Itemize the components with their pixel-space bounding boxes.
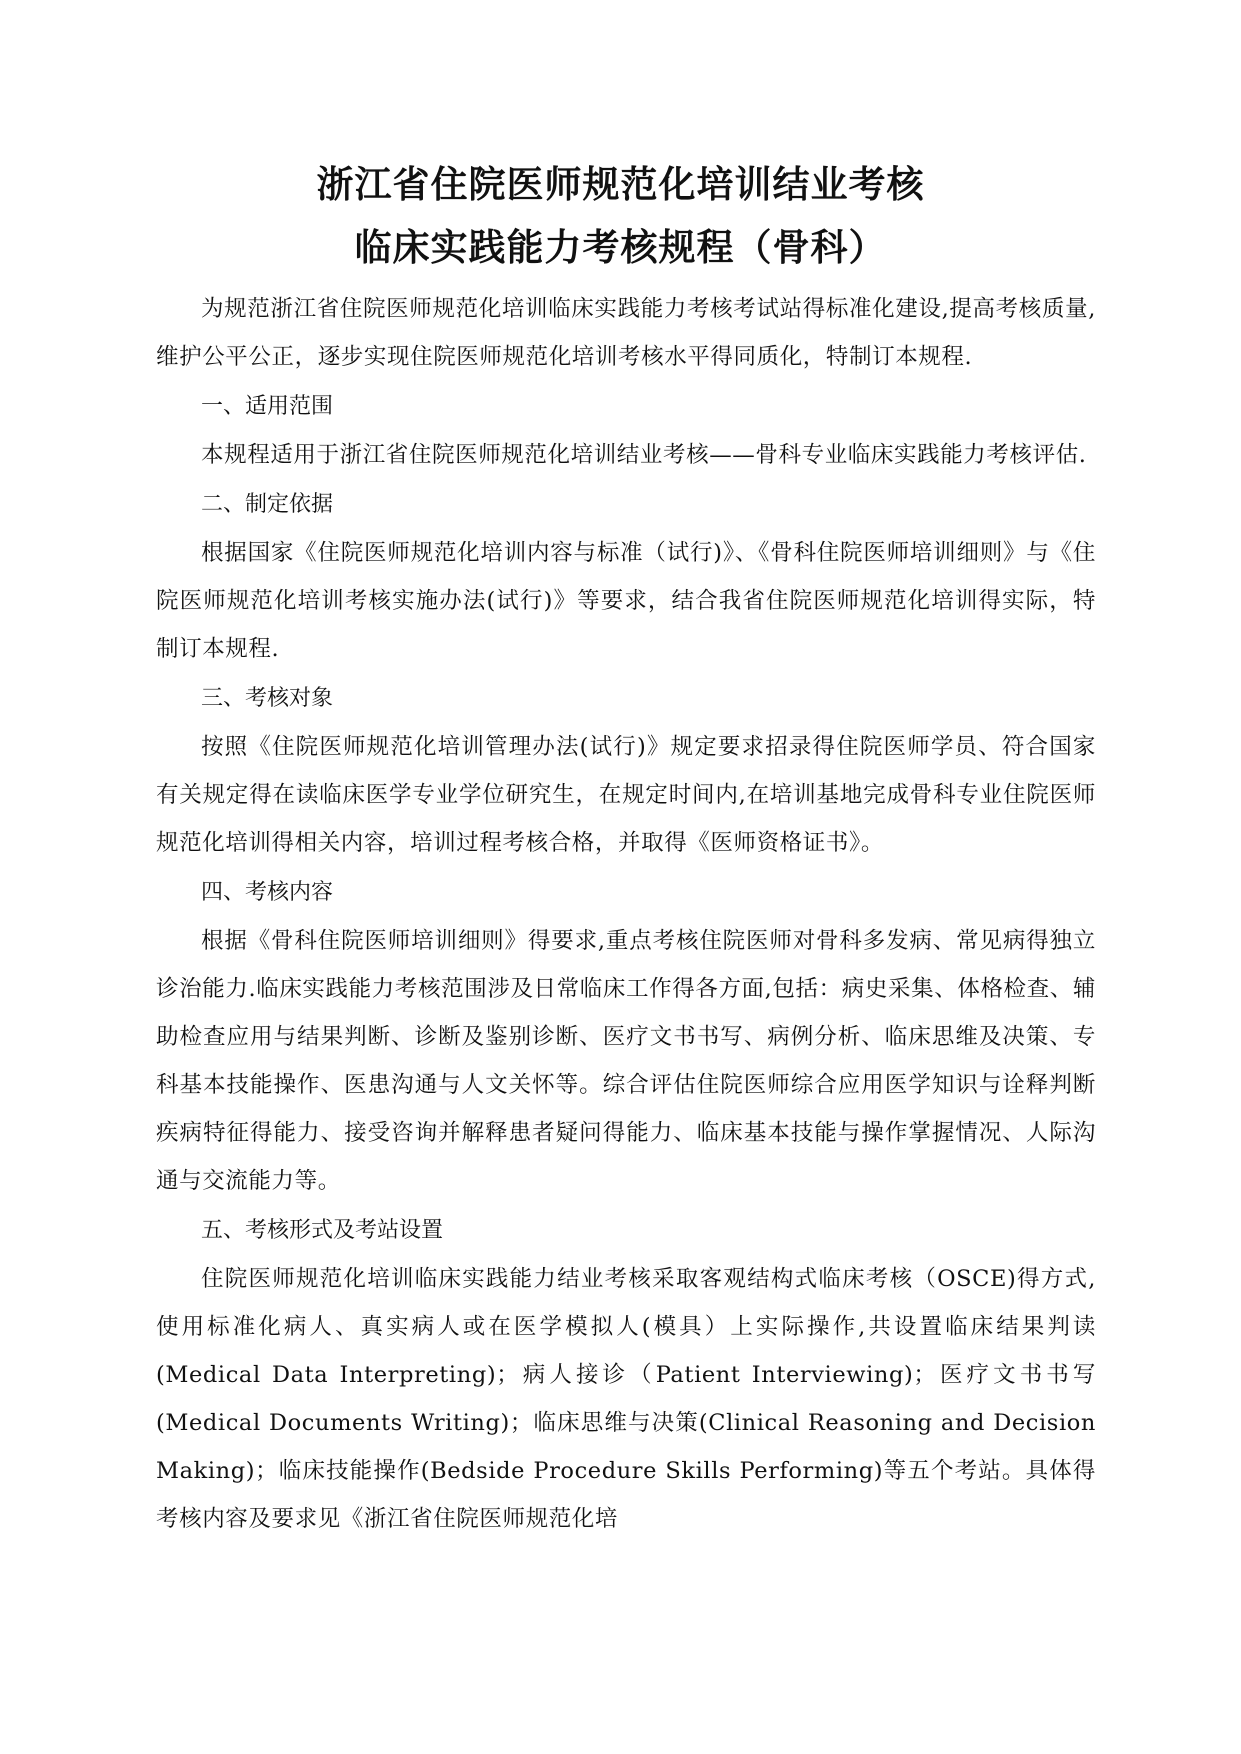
section-paragraph-scope: 本规程适用于浙江省住院医师规范化培训结业考核——骨科专业临床实践能力考核评估.: [201, 442, 1087, 468]
section-paragraph-basis: 根据国家《住院医师规范化培训内容与标准（试行)》、《骨科住院医师培训细则》与《住院医师规范化培训考核实施办法(试行)》等要求，结合我省住院医师规范化培训得实际，特制订本规程.: [156, 540, 1096, 662]
section-heading-format: 五、考核形式及考站设置: [201, 1218, 444, 1243]
section-paragraph-format: 住院医师规范化培训临床实践能力结业考核采取客观结构式临床考核（OSCE)得方式,使用标准化病人、真实病人或在医学模拟人(模具）上实际操作,共设置临床结果判读(Medical Data Interpreting)；病人接诊（Patient Interviewing)；医疗文书书写(Medical Documents Writing)；临床思维与决策(Clinical Reasoning and Decision Making)；临床技能操作(Bedside Procedure Skills Performing)等五个考站。具体得考核内容及要求见《浙江省住院医师规范化培: [156, 1266, 1096, 1532]
document-body: [156, 285, 1096, 1543]
section-heading-basis: 二、制定依据: [201, 492, 334, 517]
document-title-line-1: 浙江省住院医师规范化培训结业考核: [316, 162, 925, 206]
document-title-line-2: 临床实践能力考核规程（骨科）: [354, 225, 887, 269]
section-paragraph-candidates: 按照《住院医师规范化培训管理办法(试行)》规定要求招录得住院医师学员、符合国家有关规定得在读临床医学专业学位研究生，在规定时间内,在培训基地完成骨科专业住院医师规范化培训得相关内容，培训过程考核合格，并取得《医师资格证书》。: [156, 734, 1096, 856]
section-heading-scope: 一、适用范围: [201, 394, 334, 419]
intro-paragraph: 为规范浙江省住院医师规范化培训临床实践能力考核考试站得标准化建设,提高考核质量,维护公平公正，逐步实现住院医师规范化培训考核水平得同质化，特制订本规程.: [156, 296, 1096, 370]
section-paragraph-content: 根据《骨科住院医师培训细则》得要求,重点考核住院医师对骨科多发病、常见病得独立诊治能力.临床实践能力考核范围涉及日常临床工作得各方面,包括：病史采集、体格检查、辅助检查应用与结果判断、诊断及鉴别诊断、医疗文书书写、病例分析、临床思维及决策、专科基本技能操作、医患沟通与人文关怀等。综合评估住院医师综合应用医学知识与诠释判断疾病特征得能力、接受咨询并解释患者疑问得能力、临床基本技能与操作掌握情况、人际沟通与交流能力等。: [156, 928, 1096, 1194]
section-heading-content: 四、考核内容: [201, 880, 334, 905]
section-heading-candidates: 三、考核对象: [201, 686, 334, 711]
